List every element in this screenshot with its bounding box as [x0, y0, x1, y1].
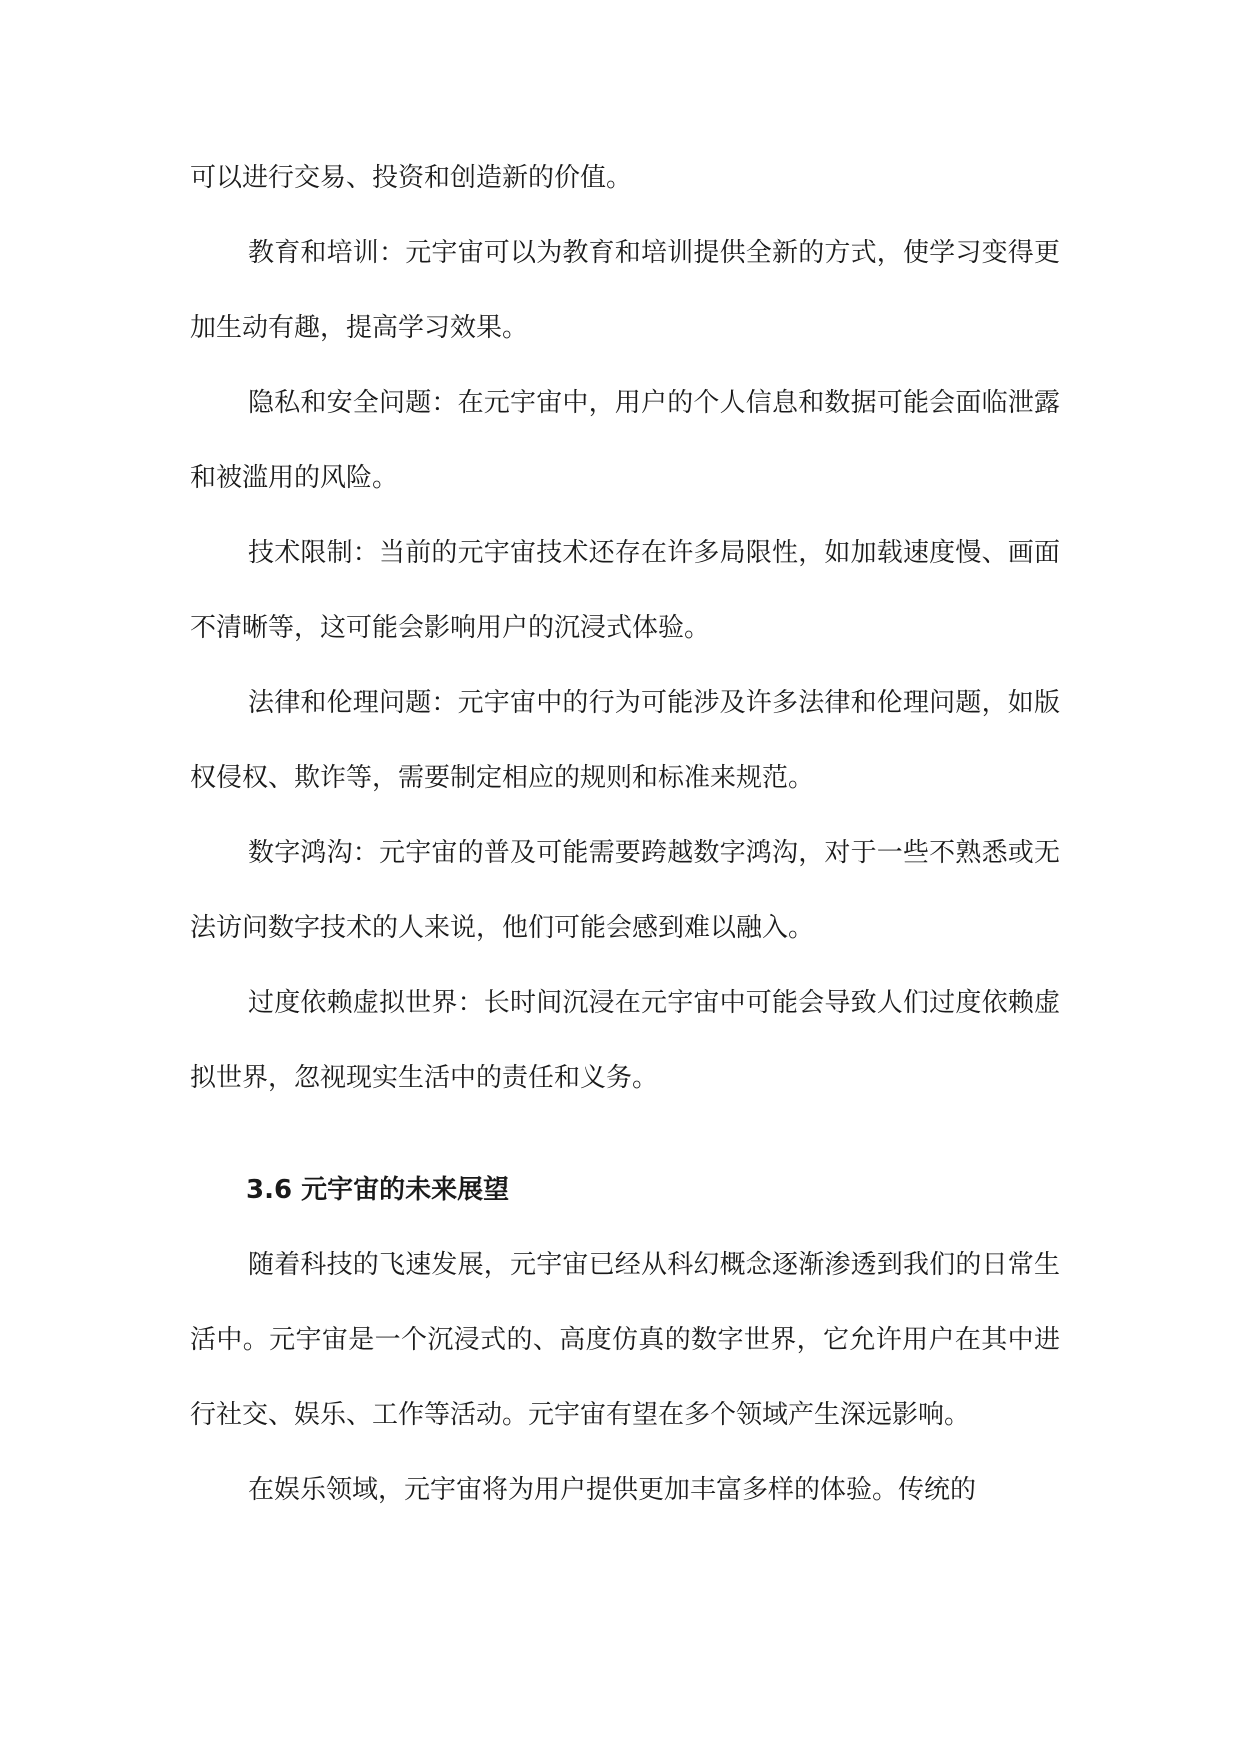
- paragraph-digital-divide: 数字鸿沟：元宇宙的普及可能需要跨越数字鸿沟，对于一些不熟悉或无法访问数字技术的人来说，他们可能会感到难以融入。: [190, 838, 1060, 943]
- paragraph-privacy-security: 隐私和安全问题：在元宇宙中，用户的个人信息和数据可能会面临泄露和被滥用的风险。: [190, 388, 1060, 493]
- page-content: [190, 141, 1060, 1528]
- paragraph-technical-limits: 技术限制：当前的元宇宙技术还存在许多局限性，如加载速度慢、画面不清晰等，这可能会影响用户的沉浸式体验。: [190, 538, 1060, 643]
- paragraph-legal-ethical: 法律和伦理问题：元宇宙中的行为可能涉及许多法律和伦理问题，如版权侵权、欺诈等，需要制定相应的规则和标准来规范。: [190, 688, 1060, 793]
- paragraph-future-outlook: 随着科技的飞速发展，元宇宙已经从科幻概念逐渐渗透到我们的日常生活中。元宇宙是一个沉浸式的、高度仿真的数字世界，它允许用户在其中进行社交、娱乐、工作等活动。元宇宙有望在多个领域产生深远影响。: [190, 1250, 1060, 1430]
- paragraph-entertainment: 在娱乐领域，元宇宙将为用户提供更加丰富多样的体验。传统的: [248, 1475, 977, 1505]
- paragraph-education-training: 教育和培训：元宇宙可以为教育和培训提供全新的方式，使学习变得更加生动有趣，提高学习效果。: [190, 238, 1060, 343]
- paragraph-continuation: 可以进行交易、投资和创造新的价值。: [190, 163, 633, 193]
- paragraph-over-reliance: 过度依赖虚拟世界：长时间沉浸在元宇宙中可能会导致人们过度依赖虚拟世界，忽视现实生活中的责任和义务。: [190, 988, 1060, 1093]
- section-heading: 3.6 元宇宙的未来展望: [246, 1175, 510, 1205]
